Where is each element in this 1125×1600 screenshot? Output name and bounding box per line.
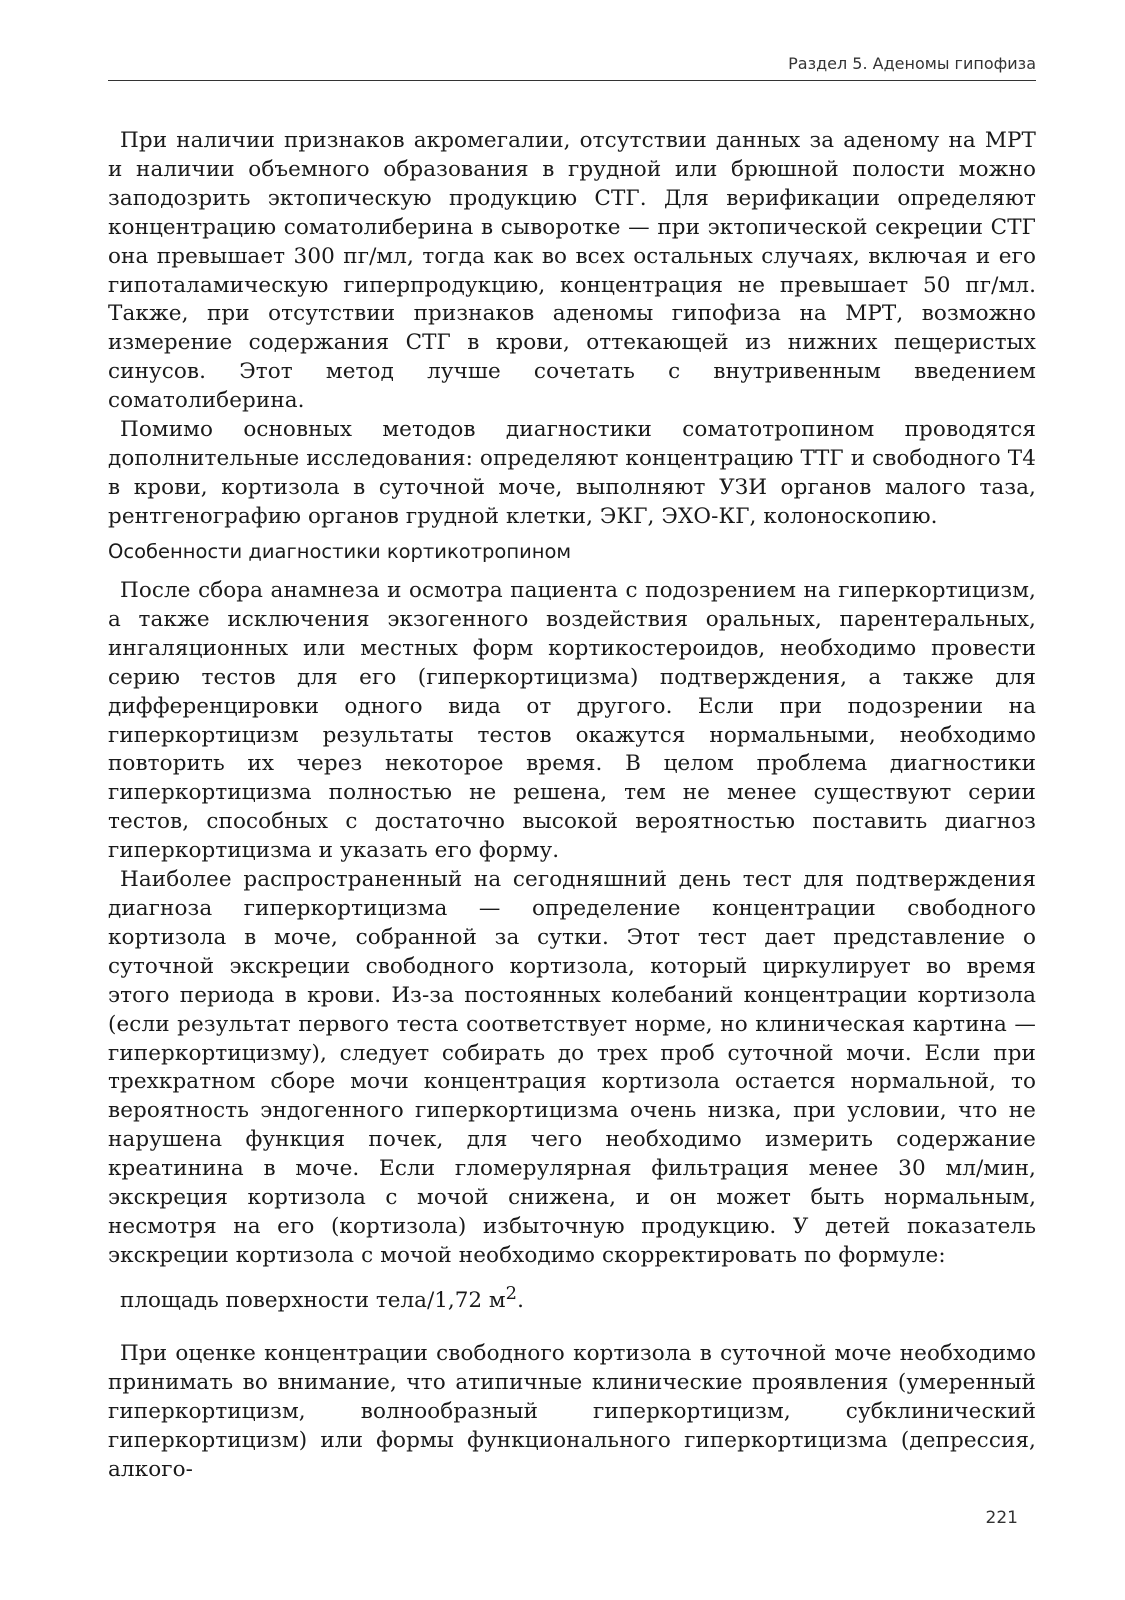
- formula-text: площадь поверхности тела/1,72 м: [120, 1288, 506, 1314]
- section-heading: Особенности диагностики кортикотропином: [108, 540, 572, 563]
- paragraph: При оценке концентрации свободного кортизола в суточной моче необходимо принимать во внимание, что атипичные клинические проявления (умеренный гиперкортицизм, волнообразный гиперкортицизм, субклинический гиперкортицизм) или формы функционального гиперкортицизма (депрессия, алкого-: [108, 1341, 1036, 1482]
- formula-end: .: [517, 1288, 524, 1314]
- paragraph: Помимо основных методов диагностики соматотропином проводятся дополнительные исследования: определяют концентрацию ТТГ и свободного Т4 в крови, кортизола в суточной моче, выполняют УЗИ органов малого таза, рентгенографию органов грудной клетки, ЭКГ, ЭХО-КГ, колоноскопию.: [108, 417, 1036, 529]
- running-head: Раздел 5. Аденомы гипофиза: [788, 54, 1036, 73]
- page-number: 221: [985, 1508, 1018, 1528]
- paragraph: Наиболее распространенный на сегодняшний день тест для подтверждения диагноза гиперкортицизма — определение концентрации свободного кортизола в моче, собранной за сутки. Этот тест дает представление о суточной экскреции свободного кортизола, который циркулирует во время этого периода в крови. Из-за постоянных колебаний концентрации кортизола (если результат первого теста соответствует норме, но клиническая картина — гиперкортицизму), следует собирать до трех проб суточной мочи. Если при трехкратном сборе мочи концентрация кортизола остается нормальной, то вероятность эндогенного гиперкортицизма очень низка, при условии, что не нарушена функция почек, для чего необходимо измерить содержание креатинина в моче. Если гломерулярная фильтрация менее 30 мл/мин, экскреция кортизола с мочой снижена, и он может быть нормальным, несмотря на его (кортизола) избыточную продукцию. У детей показатель экскреции кортизола с мочой необходимо скорректировать по формуле:: [108, 867, 1036, 1268]
- paragraph: После сбора анамнеза и осмотра пациента с подозрением на гиперкортицизм, а также исключения экзогенного воздействия оральных, парентеральных, ингаляционных или местных форм кортикостероидов, необходимо провести серию тестов для его (гиперкортицизма) подтверждения, а также для дифференцировки одного вида от другого. Если при подозрении на гиперкортицизм результаты тестов окажутся нормальными, необходимо повторить их через некоторое время. В целом проблема диагностики гиперкортицизма полностью не решена, тем не менее существуют серии тестов, способных с достаточно высокой вероятностью поставить диагноз гиперкортицизма и указать его форму.: [108, 578, 1036, 864]
- formula-superscript: 2: [505, 1283, 518, 1304]
- formula: [120, 1283, 524, 1313]
- body-text-bottom: [108, 1340, 1036, 1485]
- body-text-middle: [108, 577, 1036, 1271]
- paragraph: При наличии признаков акромегалии, отсутствии данных за аденому на МРТ и наличии объемного образования в грудной или брюшной полости можно заподозрить эктопическую продукцию СТГ. Для верификации определяют концентрацию соматолиберина в сыворотке — при эктопической секреции СТГ она превышает 300 пг/мл, тогда как во всех остальных случаях, включая и его гипоталамическую гиперпродукцию, концентрация не превышает 50 пг/мл. Также, при отсутствии признаков аденомы гипофиза на МРТ, возможно измерение содержания СТГ в крови, оттекающей из нижних пещеристых синусов. Этот метод лучше сочетать с внутривенным введением соматолиберина.: [108, 128, 1036, 414]
- header-rule: [108, 80, 1036, 81]
- body-text-top: [108, 127, 1036, 532]
